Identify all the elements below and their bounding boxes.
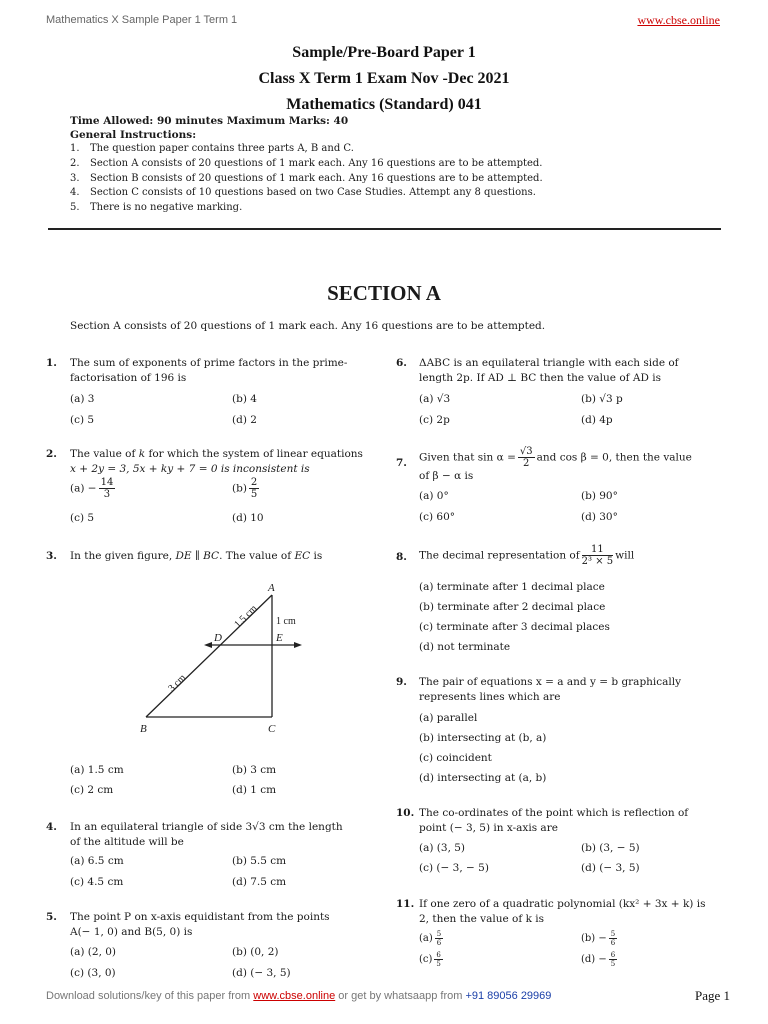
footer: Download solutions/key of this paper from www.cbse.online or get by whatsaapp from +91 89056 29969 — [46, 990, 552, 1002]
option-a[interactable]: (a) √3 — [419, 393, 451, 405]
option-b[interactable]: (b) intersecting at (b, a) — [419, 732, 547, 744]
footer-phone: +91 89056 29969 — [465, 990, 552, 1002]
label-ad: 1.5 cm — [232, 603, 260, 631]
footer-website-link[interactable]: www.cbse.online — [253, 990, 336, 1002]
page-number: Page 1 — [694, 988, 730, 1003]
option-a[interactable]: (a) 6.5 cm — [70, 855, 124, 867]
time-marks: Time Allowed: 90 minutes Maximum Marks: 40 — [70, 115, 349, 127]
option-b[interactable]: (b) 3 cm — [232, 764, 277, 776]
label-db: 3 cm — [166, 672, 189, 695]
header-title: Mathematics X Sample Paper 1 Term 1 — [46, 14, 238, 26]
label-e: E — [276, 632, 283, 644]
option-a[interactable]: (a) (3, 5) — [419, 842, 466, 854]
option-d[interactable]: (d) 30° — [581, 511, 618, 523]
option-d[interactable]: (d) (− 3, 5) — [581, 862, 640, 874]
option-a[interactable]: (a) (2, 0) — [70, 946, 117, 958]
label-b: B — [140, 723, 147, 735]
option-c[interactable]: (c) 2p — [419, 414, 450, 426]
instruction-item: 5. There is no negative marking. — [70, 202, 243, 214]
arrow-left — [204, 642, 212, 648]
option-d[interactable]: (d) 10 — [232, 512, 264, 524]
label-ae: 1 cm — [276, 616, 296, 627]
option-b[interactable]: (b) $\frac{2}{5}$ — [232, 477, 258, 500]
option-c[interactable]: (c) 60° — [419, 511, 456, 523]
option-d[interactable]: (d) intersecting at (a, b) — [419, 772, 547, 784]
option-a[interactable]: (a) 0° — [419, 490, 449, 502]
option-c[interactable]: (c) 5 — [70, 512, 95, 524]
option-a[interactable]: (a) terminate after 1 decimal place — [419, 581, 605, 593]
section-note: Section A consists of 20 questions of 1 mark each. Any 16 questions are to be attempted. — [70, 320, 546, 332]
option-c[interactable]: (c) (− 3, − 5) — [419, 862, 489, 874]
exam-title: Class X Term 1 Exam Nov -Dec 2021 — [258, 70, 510, 87]
label-c: C — [268, 723, 276, 735]
option-b[interactable]: (b) terminate after 2 decimal place — [419, 601, 606, 613]
general-instructions-heading: General Instructions: — [70, 129, 197, 141]
option-a[interactable]: (a) parallel — [419, 712, 478, 724]
section-title: SECTION A — [327, 281, 441, 305]
instruction-item: 3. Section B consists of 20 questions of 1 mark each. Any 16 questions are to be attempted. — [70, 172, 543, 184]
option-c[interactable]: (c) $\frac{6}{5}$ — [419, 951, 441, 968]
subject-title: Mathematics (Standard) 041 — [286, 96, 482, 113]
option-b[interactable]: (b) 5.5 cm — [232, 855, 287, 867]
option-a[interactable]: (a) − $\frac{14}{3}$ — [70, 477, 114, 500]
label-d: D — [214, 632, 222, 644]
instruction-item: 4. Section C consists of 10 questions based on two Case Studies. Attempt any 8 questions. — [70, 187, 536, 199]
divider — [48, 228, 721, 230]
option-b[interactable]: (b) − $\frac{5}{6}$ — [581, 930, 616, 947]
option-b[interactable]: (b) √3 p — [581, 393, 623, 405]
option-c[interactable]: (c) terminate after 3 decimal places — [419, 621, 610, 633]
paper-title: Sample/Pre-Board Paper 1 — [292, 44, 476, 61]
option-b[interactable]: (b) 4 — [232, 393, 257, 405]
option-d[interactable]: (d) (− 3, 5) — [232, 967, 291, 979]
option-b[interactable]: (b) (3, − 5) — [581, 842, 640, 854]
option-c[interactable]: (c) 2 cm — [70, 784, 114, 796]
option-a[interactable]: (a) 1.5 cm — [70, 764, 124, 776]
option-d[interactable]: (d) − $\frac{6}{5}$ — [581, 951, 616, 968]
option-b[interactable]: (b) (0, 2) — [232, 946, 279, 958]
arrow-right — [294, 642, 302, 648]
option-d[interactable]: (d) 1 cm — [232, 784, 277, 796]
option-c[interactable]: (c) coincident — [419, 752, 492, 764]
label-a: A — [268, 582, 275, 594]
instruction-item: 1. The question paper contains three parts A, B and C. — [70, 143, 354, 154]
header-website-link[interactable]: www.cbse.online — [637, 13, 720, 27]
option-c[interactable]: (c) 5 — [70, 414, 95, 426]
triangle-figure — [126, 580, 326, 740]
option-d[interactable]: (d) 2 — [232, 414, 257, 426]
option-c[interactable]: (c) 4.5 cm — [70, 876, 124, 888]
option-c[interactable]: (c) (3, 0) — [70, 967, 116, 979]
instruction-item: 2. Section A consists of 20 questions of 1 mark each. Any 16 questions are to be attempted. — [70, 157, 543, 169]
option-a[interactable]: (a) $\frac{5}{6}$ — [419, 930, 442, 947]
option-b[interactable]: (b) 90° — [581, 490, 618, 502]
option-a[interactable]: (a) 3 — [70, 393, 95, 405]
option-d[interactable]: (d) 4p — [581, 414, 613, 426]
option-d[interactable]: (d) 7.5 cm — [232, 876, 287, 888]
option-d[interactable]: (d) not terminate — [419, 641, 511, 653]
instructions-list — [70, 142, 543, 216]
